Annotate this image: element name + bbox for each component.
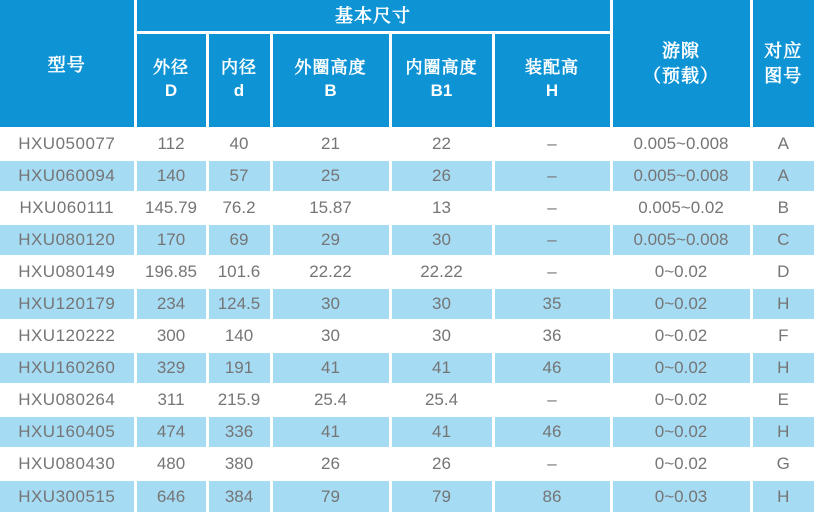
cell-inner-ring-height: 26 xyxy=(390,448,493,480)
cell-assembly-height: – xyxy=(493,384,611,416)
table-row xyxy=(0,288,814,320)
cell-clearance: 0~0.02 xyxy=(611,384,751,416)
cell-figure: F xyxy=(751,320,814,352)
cell-inner-diameter: 124.5 xyxy=(207,288,271,320)
table-row xyxy=(0,192,814,224)
header-figure-ref xyxy=(751,0,814,128)
cell-inner-ring-height: 30 xyxy=(390,320,493,352)
cell-assembly-height: 36 xyxy=(493,320,611,352)
cell-outer-diameter: 170 xyxy=(135,224,207,256)
cell-outer-diameter: 480 xyxy=(135,448,207,480)
table-row xyxy=(0,320,814,352)
header-clearance-line2: （预载） xyxy=(643,65,720,86)
cell-clearance: 0.005~0.008 xyxy=(611,128,751,160)
table-row xyxy=(0,256,814,288)
cell-clearance: 0~0.02 xyxy=(611,288,751,320)
cell-inner-diameter: 76.2 xyxy=(207,192,271,224)
cell-outer-diameter: 300 xyxy=(135,320,207,352)
cell-clearance: 0~0.02 xyxy=(611,448,751,480)
cell-model: HXU060094 xyxy=(0,160,135,192)
cell-assembly-height: – xyxy=(493,256,611,288)
cell-model: HXU080149 xyxy=(0,256,135,288)
cell-model: HXU060111 xyxy=(0,192,135,224)
cell-figure: D xyxy=(751,256,814,288)
cell-clearance: 0~0.03 xyxy=(611,480,751,512)
cell-outer-ring-height: 79 xyxy=(271,480,390,512)
header-basic-dimensions: 基本尺寸 xyxy=(135,0,611,32)
header-inner-diameter: 内径 d xyxy=(207,32,271,128)
cell-outer-ring-height: 30 xyxy=(271,320,390,352)
cell-figure: H xyxy=(751,352,814,384)
cell-figure: E xyxy=(751,384,814,416)
cell-outer-diameter: 196.85 xyxy=(135,256,207,288)
cell-inner-diameter: 69 xyxy=(207,224,271,256)
cell-inner-ring-height: 79 xyxy=(390,480,493,512)
cell-model: HXU120179 xyxy=(0,288,135,320)
table-row xyxy=(0,480,814,512)
cell-inner-ring-height: 22 xyxy=(390,128,493,160)
header-clearance-preload xyxy=(611,0,751,128)
cell-outer-ring-height: 41 xyxy=(271,416,390,448)
header-assembly-height: 装配高 H xyxy=(493,32,611,128)
cell-outer-ring-height: 41 xyxy=(271,352,390,384)
table-body xyxy=(0,128,814,512)
cell-figure: H xyxy=(751,416,814,448)
cell-outer-diameter: 474 xyxy=(135,416,207,448)
table-row xyxy=(0,160,814,192)
cell-assembly-height: – xyxy=(493,448,611,480)
cell-inner-ring-height: 22.22 xyxy=(390,256,493,288)
cell-figure: H xyxy=(751,480,814,512)
header-figure-line2: 图号 xyxy=(764,65,803,86)
cell-assembly-height: – xyxy=(493,160,611,192)
cell-inner-ring-height: 13 xyxy=(390,192,493,224)
cell-model: HXU080264 xyxy=(0,384,135,416)
cell-figure: C xyxy=(751,224,814,256)
cell-inner-diameter: 380 xyxy=(207,448,271,480)
cell-clearance: 0~0.02 xyxy=(611,352,751,384)
cell-model: HXU160405 xyxy=(0,416,135,448)
cell-inner-ring-height: 41 xyxy=(390,416,493,448)
cell-model: HXU080120 xyxy=(0,224,135,256)
cell-outer-diameter: 140 xyxy=(135,160,207,192)
cell-inner-ring-height: 25.4 xyxy=(390,384,493,416)
table-row xyxy=(0,128,814,160)
cell-outer-ring-height: 30 xyxy=(271,288,390,320)
cell-outer-ring-height: 25 xyxy=(271,160,390,192)
cell-model: HXU080430 xyxy=(0,448,135,480)
cell-model: HXU050077 xyxy=(0,128,135,160)
cell-model: HXU160260 xyxy=(0,352,135,384)
cell-clearance: 0.005~0.008 xyxy=(611,224,751,256)
cell-inner-diameter: 336 xyxy=(207,416,271,448)
cell-inner-diameter: 191 xyxy=(207,352,271,384)
cell-assembly-height: 35 xyxy=(493,288,611,320)
cell-figure: A xyxy=(751,160,814,192)
header-inner-ring-height: 内圈高度 B1 xyxy=(390,32,493,128)
cell-clearance: 0~0.02 xyxy=(611,256,751,288)
cell-outer-diameter: 145.79 xyxy=(135,192,207,224)
table-header xyxy=(0,0,814,128)
cell-inner-diameter: 57 xyxy=(207,160,271,192)
cell-inner-ring-height: 41 xyxy=(390,352,493,384)
header-figure-line1: 对应 xyxy=(764,41,803,62)
cell-clearance: 0.005~0.02 xyxy=(611,192,751,224)
cell-figure: A xyxy=(751,128,814,160)
header-model: 型号 xyxy=(0,0,135,128)
cell-inner-diameter: 140 xyxy=(207,320,271,352)
cell-clearance: 0~0.02 xyxy=(611,320,751,352)
cell-outer-diameter: 329 xyxy=(135,352,207,384)
cell-assembly-height: 46 xyxy=(493,416,611,448)
cell-clearance: 0.005~0.008 xyxy=(611,160,751,192)
cell-figure: B xyxy=(751,192,814,224)
table-row xyxy=(0,224,814,256)
header-row-top xyxy=(0,0,814,32)
cell-outer-ring-height: 25.4 xyxy=(271,384,390,416)
cell-outer-diameter: 311 xyxy=(135,384,207,416)
cell-inner-diameter: 384 xyxy=(207,480,271,512)
cell-inner-ring-height: 30 xyxy=(390,288,493,320)
table-row xyxy=(0,416,814,448)
cell-outer-diameter: 646 xyxy=(135,480,207,512)
cell-outer-diameter: 112 xyxy=(135,128,207,160)
cell-inner-diameter: 215.9 xyxy=(207,384,271,416)
cell-assembly-height: 86 xyxy=(493,480,611,512)
cell-assembly-height: – xyxy=(493,192,611,224)
cell-outer-ring-height: 21 xyxy=(271,128,390,160)
cell-inner-ring-height: 30 xyxy=(390,224,493,256)
cell-outer-diameter: 234 xyxy=(135,288,207,320)
cell-clearance: 0~0.02 xyxy=(611,416,751,448)
cell-assembly-height: – xyxy=(493,224,611,256)
cell-outer-ring-height: 22.22 xyxy=(271,256,390,288)
header-outer-ring-height: 外圈高度 B xyxy=(271,32,390,128)
cell-model: HXU300515 xyxy=(0,480,135,512)
table-row xyxy=(0,384,814,416)
cell-inner-ring-height: 26 xyxy=(390,160,493,192)
cell-outer-ring-height: 26 xyxy=(271,448,390,480)
cell-inner-diameter: 40 xyxy=(207,128,271,160)
header-outer-diameter: 外径 D xyxy=(135,32,207,128)
cell-outer-ring-height: 29 xyxy=(271,224,390,256)
header-clearance-line1: 游隙 xyxy=(662,41,701,62)
table-row xyxy=(0,352,814,384)
cell-figure: H xyxy=(751,288,814,320)
cell-inner-diameter: 101.6 xyxy=(207,256,271,288)
cell-assembly-height: 46 xyxy=(493,352,611,384)
cell-outer-ring-height: 15.87 xyxy=(271,192,390,224)
cell-model: HXU120222 xyxy=(0,320,135,352)
cell-assembly-height: – xyxy=(493,128,611,160)
table-row xyxy=(0,448,814,480)
cell-figure: G xyxy=(751,448,814,480)
